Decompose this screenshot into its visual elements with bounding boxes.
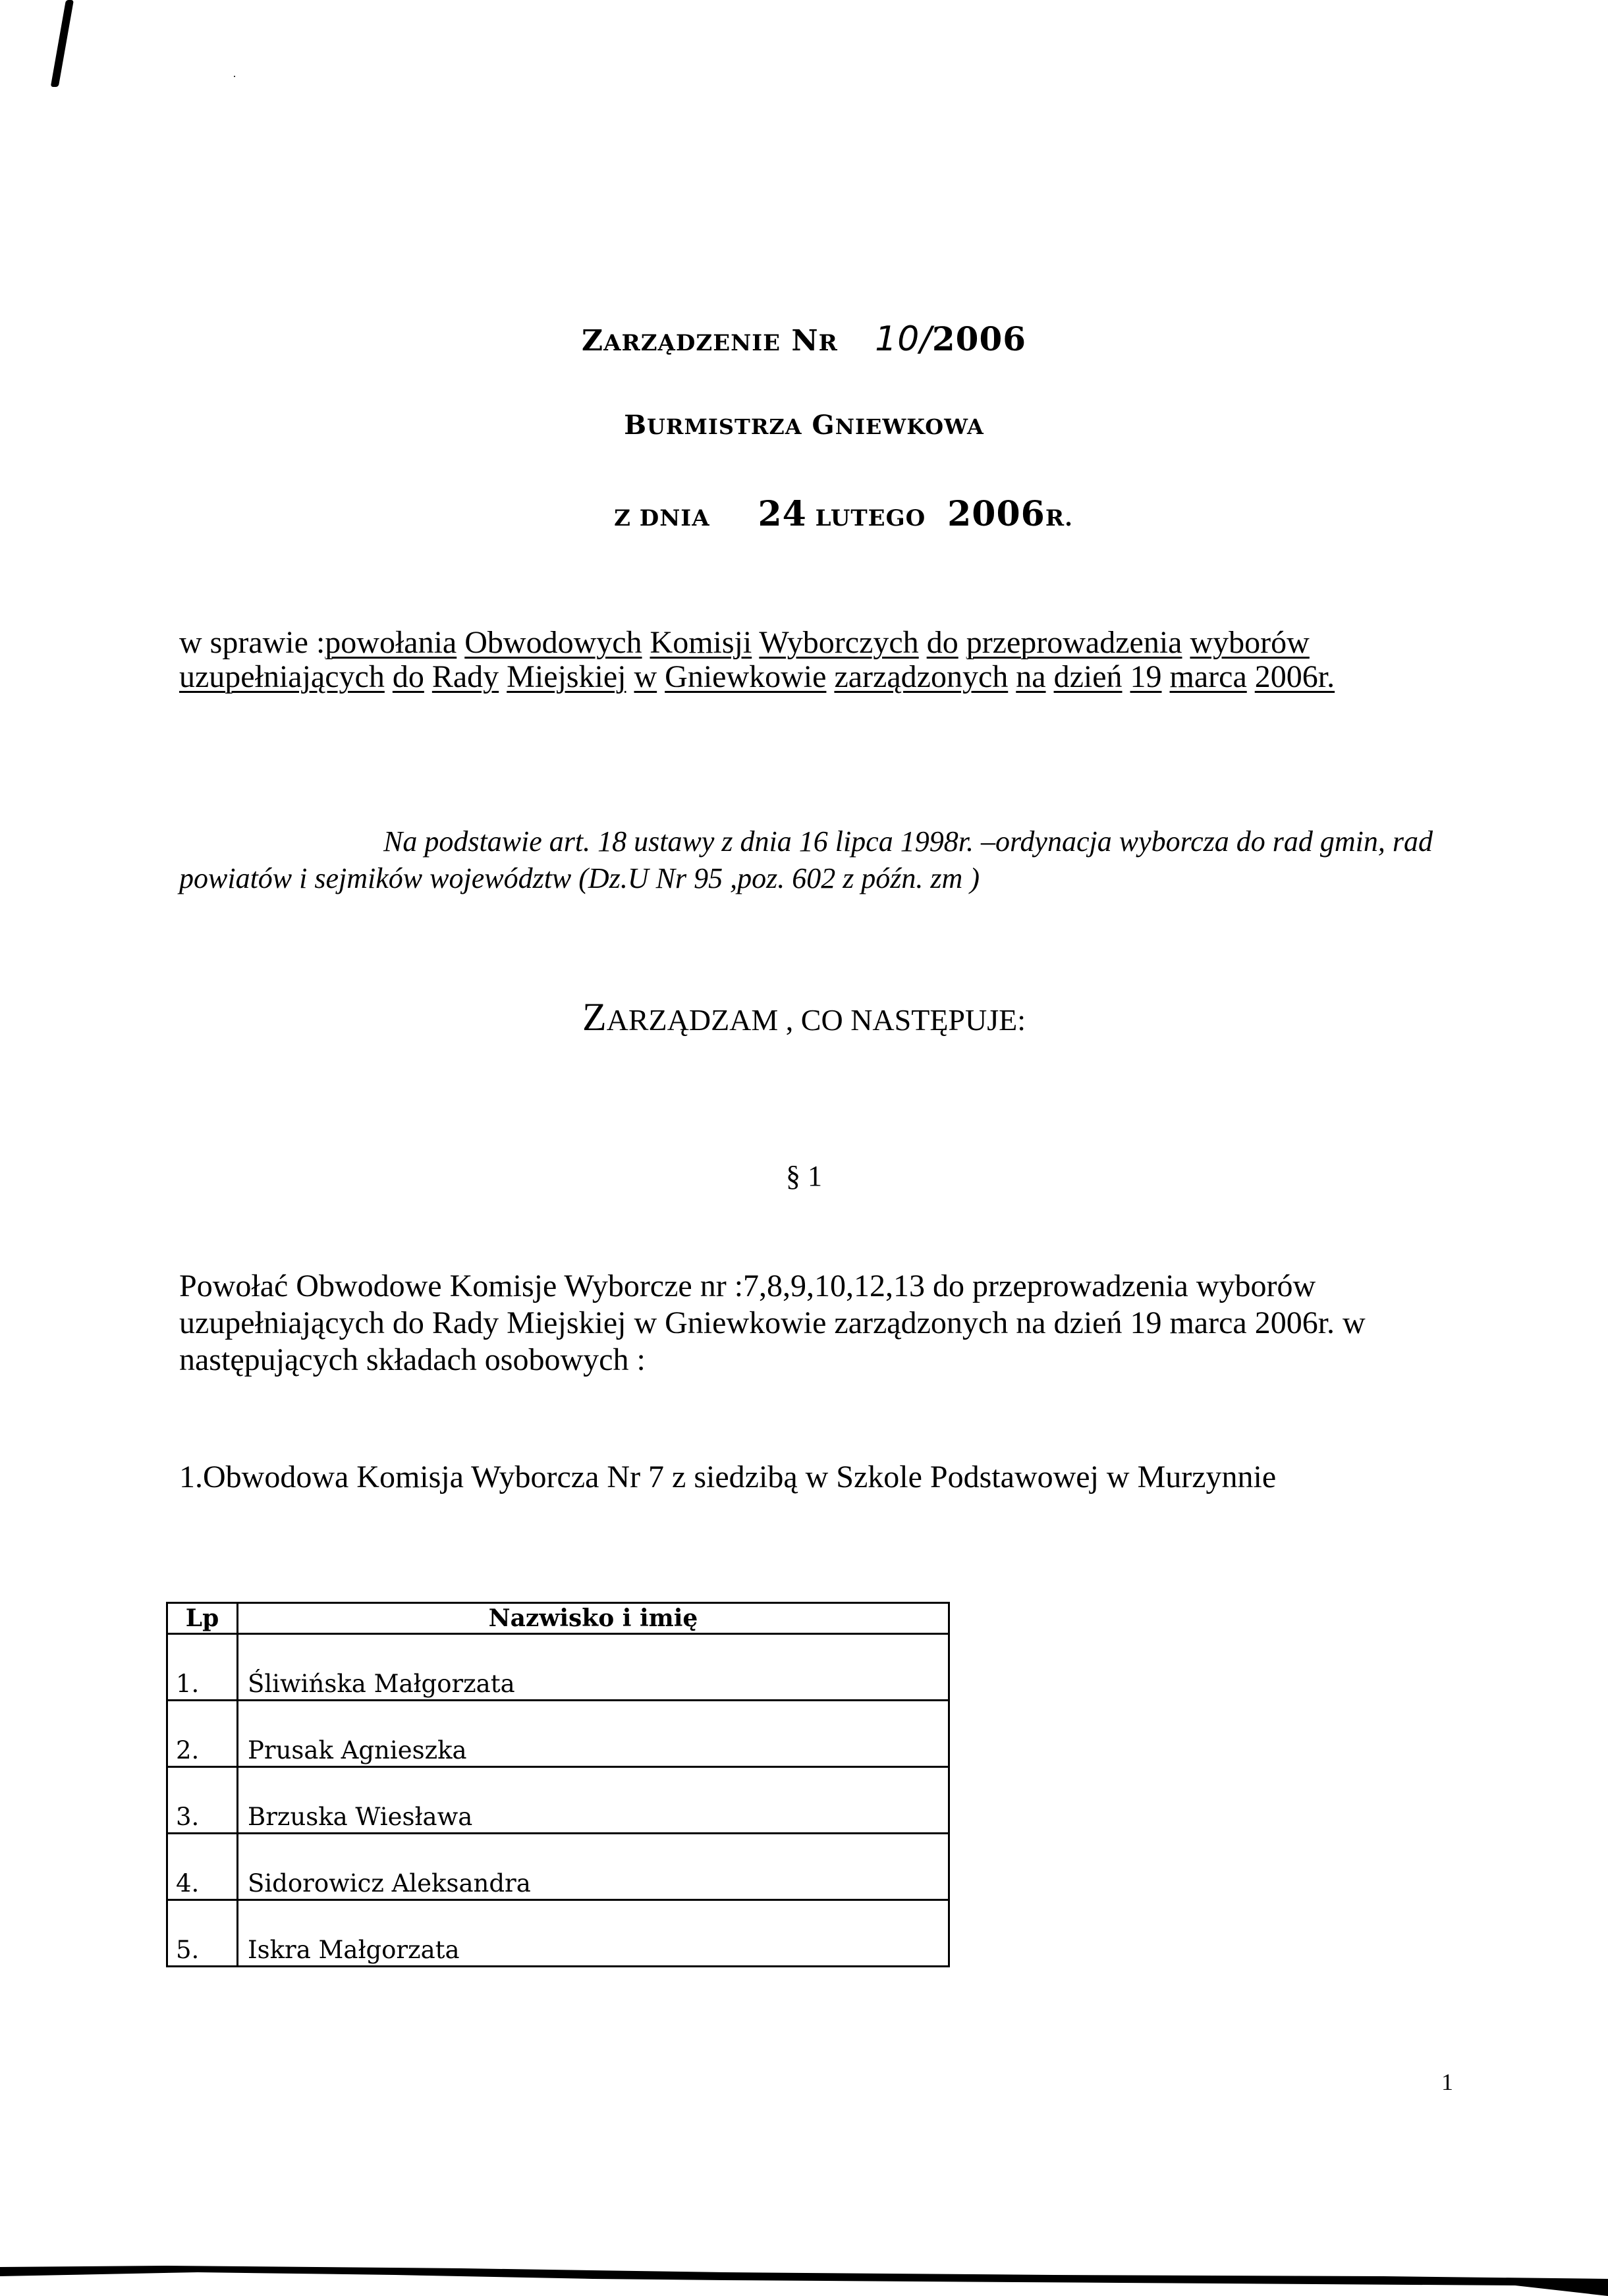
table-row [167,1634,949,1701]
table-row [167,1900,949,1967]
decree-first-letter: Z [582,995,607,1039]
subject-word: Wyborczych [759,625,919,660]
subject-word: 19 [1130,659,1162,694]
document-title [0,319,1608,359]
subject-word: zarządzonych [834,659,1009,694]
row-name: Sidorowicz Aleksandra [238,1834,949,1900]
subject-word: Gniewkowie [665,659,827,694]
header-lp: Lp [167,1603,238,1634]
date-month: LUTEGO [815,505,926,532]
subject-word: Rady [431,659,499,694]
members-table [166,1602,950,1967]
scan-speck [234,76,235,77]
subject-word: do [392,659,424,694]
date-prefix: Z DNIA [614,505,710,532]
subject-word: uzupełniających [179,659,385,694]
document-date [40,494,1608,534]
row-lp: 1. [167,1634,238,1701]
subject-word: dzień [1053,659,1123,694]
subject-word: marca [1169,659,1247,694]
subject-word: do [926,625,958,660]
page-number: 1 [1441,2069,1453,2095]
title-year: 2006 [931,319,1027,358]
commission-heading: 1.Obwodowa Komisja Wyborcza Nr 7 z siedzibą w Szkole Podstawowej w Murzynnie [179,1460,1277,1494]
table-row [167,1701,949,1767]
issuer-rest-b: URMISTRZA [647,414,802,439]
title-prefix-rest: ARZĄDZENIE [603,330,781,356]
title-nr-rest: R [818,330,838,356]
table-row [167,1834,949,1900]
body-paragraph: Powołać Obwodowe Komisje Wyborcze nr :7,8,9,10,12,13 do przeprowadzenia wyborów uzupełniających do Rady Miejskiej w Gniewkowie zarządzonych na dzień 19 marca 2006r. w następujących składach osobowych : [179,1269,1366,1377]
row-lp: 5. [167,1900,238,1967]
subject-word: przeprowadzenia [966,625,1182,660]
scan-pen-mark [51,0,74,87]
title-prefix-first: Z [581,324,604,358]
row-lp: 4. [167,1834,238,1900]
subject-word: Obwodowych [464,625,642,660]
subject-word: powołania [325,625,457,660]
issuer-rest-g: NIEWKOWA [835,414,984,439]
row-name: Śliwińska Małgorzata [238,1634,949,1701]
subject-line [179,626,1431,694]
subject-words [179,625,1335,694]
row-name: Prusak Agnieszka [238,1701,949,1767]
subject-word: Miejskiej [507,659,626,694]
title-nr-first: N [791,324,819,358]
subject-word: Komisji [650,625,752,660]
date-year: 2006 [947,494,1045,534]
row-lp: 3. [167,1767,238,1834]
row-name: Iskra Małgorzata [238,1900,949,1967]
table-header-row [167,1603,949,1634]
date-day: 24 [758,494,807,534]
scan-bottom-edge [0,2266,1608,2296]
subject-lead: w sprawie : [179,625,325,660]
header-name: Nazwisko i imię [238,1603,949,1634]
decree-heading [0,995,1608,1040]
issuer-first-b: B [624,410,647,441]
row-name: Brzuska Wiesława [238,1767,949,1834]
row-lp: 2. [167,1701,238,1767]
subject-word: na [1016,659,1046,694]
subject-word: 2006r. [1254,659,1335,694]
issuer-first-g: G [812,410,835,441]
table-row [167,1767,949,1834]
date-suffix: R. [1045,505,1073,532]
document-issuer [0,410,1608,441]
legal-basis: Na podstawie art. 18 ustawy z dnia 16 lipca 1998r. –ordynacja wyborcza do rad gmin, rad powiatów i sejmików województw (Dz.U Nr 95 ,poz. 602 z późn. zm ) [179,825,1433,894]
subject-word: wyborów [1190,625,1310,660]
subject-word: w [634,659,657,694]
paragraph-mark: § 1 [786,1160,822,1192]
title-handwritten-number: 10/ [875,319,932,359]
decree-rest: ARZĄDZAM , CO NASTĘPUJE: [606,1003,1026,1037]
